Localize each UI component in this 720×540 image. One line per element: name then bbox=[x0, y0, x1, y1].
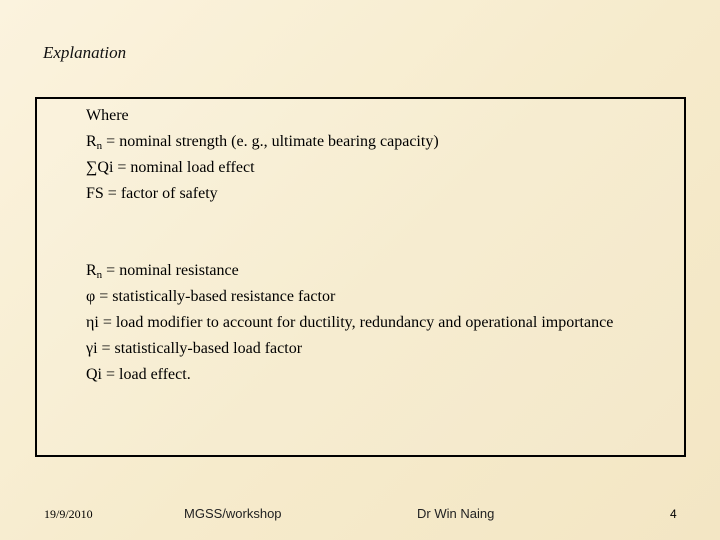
phi-line: φ = statistically-based resistance factor bbox=[86, 288, 336, 305]
rn-strength-text: = nominal strength (e. g., ultimate bearing capacity) bbox=[102, 133, 439, 150]
footer-author: Dr Win Naing bbox=[417, 506, 495, 521]
page-number: 4 bbox=[670, 507, 677, 521]
fs-line: FS = factor of safety bbox=[86, 185, 218, 202]
footer-workshop: MGSS/workshop bbox=[184, 506, 282, 521]
slide-title: Explanation bbox=[43, 43, 127, 62]
rn-subscript: n bbox=[96, 140, 103, 152]
rn-subscript: n bbox=[96, 269, 103, 281]
rn-resistance-line bbox=[86, 261, 239, 285]
rn-symbol: R bbox=[86, 133, 97, 150]
eta-line: ηi = load modifier to account for ductility, redundancy and operational importance bbox=[86, 314, 614, 331]
where-line: Where bbox=[86, 107, 129, 124]
sum-qi-line: ∑Qi = nominal load effect bbox=[86, 159, 255, 176]
rn-strength-line bbox=[86, 132, 439, 156]
qi-line: Qi = load effect. bbox=[86, 366, 191, 383]
gamma-line: γi = statistically-based load factor bbox=[86, 340, 303, 357]
rn-symbol: R bbox=[86, 262, 97, 279]
footer-date: 19/9/2010 bbox=[44, 507, 93, 521]
rn-resistance-text: = nominal resistance bbox=[102, 262, 239, 279]
content-box bbox=[35, 97, 686, 457]
